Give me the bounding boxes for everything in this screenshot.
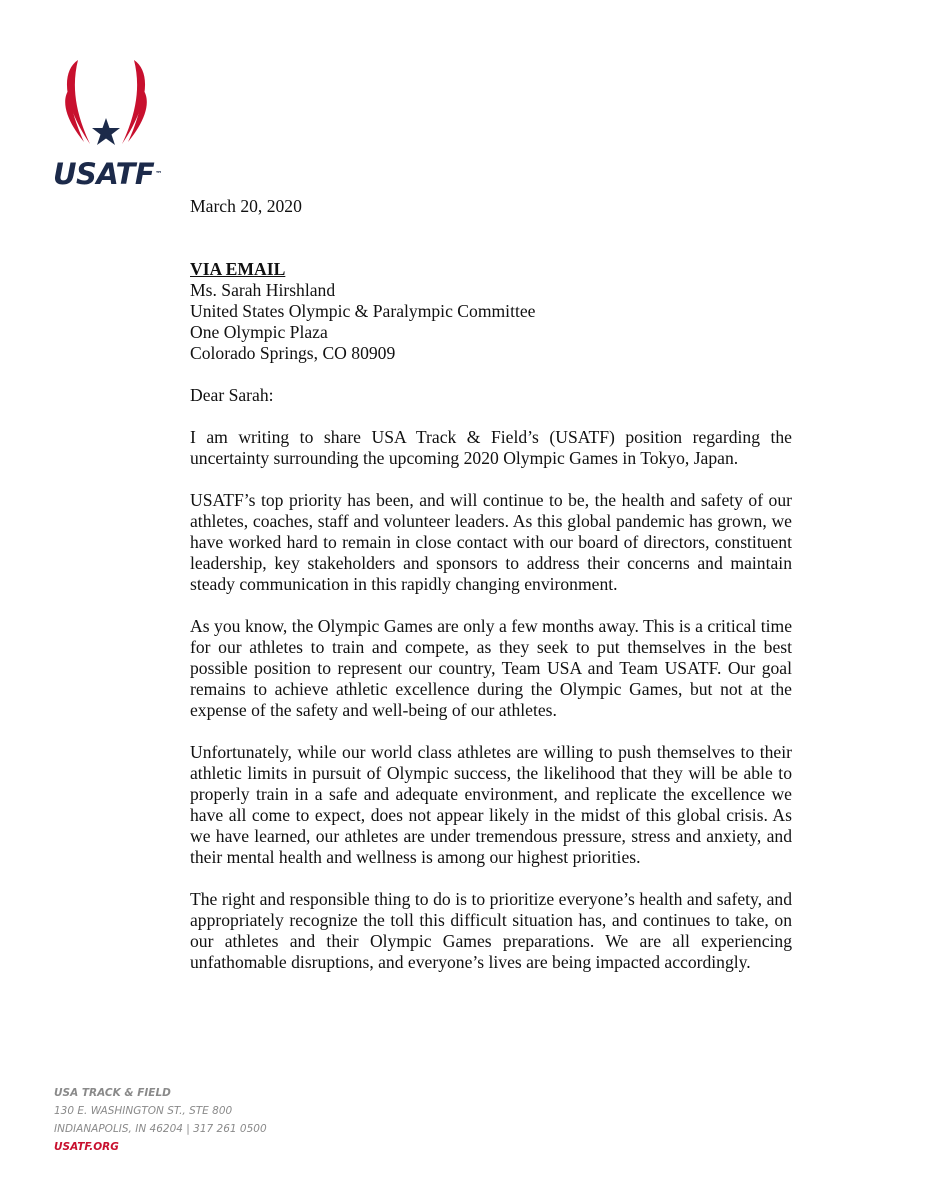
recipient-street: One Olympic Plaza <box>190 322 328 342</box>
footer-org-name: USA TRACK & FIELD <box>54 1087 171 1099</box>
letter-body <box>190 196 792 994</box>
winged-star-icon <box>50 58 168 158</box>
recipient-city: Colorado Springs, CO 80909 <box>190 343 396 363</box>
footer-address-line2: INDIANAPOLIS, IN 46204 | 317 261 0500 <box>54 1123 267 1135</box>
letterhead-footer <box>54 1084 374 1156</box>
usatf-logo <box>50 58 168 198</box>
recipient-name: Ms. Sarah Hirshland <box>190 280 336 300</box>
salutation: Dear Sarah: <box>190 385 274 405</box>
paragraph: Unfortunately, while our world class athletes are willing to push themselves to their athletic limits in pursuit of Olympic success, the likelihood that they will be able to properly train in a safe and adequate environment, and replicate the excellence we have all come to expect, does not appear likely in the midst of this global crisis. As we have learned, our athletes are under tremendous pressure, stress and anxiety, and their mental health and wellness is among our highest priorities. <box>190 742 792 867</box>
letter-date: March 20, 2020 <box>190 196 302 216</box>
recipient-block <box>190 259 792 364</box>
delivery-method: VIA EMAIL <box>190 259 286 279</box>
footer-address-line1: 130 E. WASHINGTON ST., STE 800 <box>54 1105 233 1117</box>
logo-wordmark: USATF™ <box>53 157 162 191</box>
recipient-organization: United States Olympic & Paralympic Committee <box>190 301 536 321</box>
paragraph: As you know, the Olympic Games are only a few months away. This is a critical time for our athletes to train and compete, as they seek to put themselves in the best possible position to represent our country, Team USA and Team USATF. Our goal remains to achieve athletic excellence during the Olympic Games, but not at the expense of the safety and well-being of our athletes. <box>190 616 792 720</box>
paragraph: The right and responsible thing to do is to prioritize everyone’s health and safety, and appropriately recognize the toll this difficult situation has, and continues to take, on our athletes and their Olympic Games preparations. We are all experiencing unfathomable disruptions, and everyone’s lives are being impacted accordingly. <box>190 889 792 972</box>
footer-website-link[interactable]: USATF.ORG <box>54 1141 119 1153</box>
paragraph: USATF’s top priority has been, and will continue to be, the health and safety of our athletes, coaches, staff and volunteer leaders. As this global pandemic has grown, we have worked hard to remain in close contact with our board of directors, constituent leadership, key stakeholders and sponsors to address their concerns and maintain steady communication in this rapidly changing environment. <box>190 490 792 594</box>
paragraph: I am writing to share USA Track & Field’s (USATF) position regarding the uncertainty surrounding the upcoming 2020 Olympic Games in Tokyo, Japan. <box>190 427 792 468</box>
